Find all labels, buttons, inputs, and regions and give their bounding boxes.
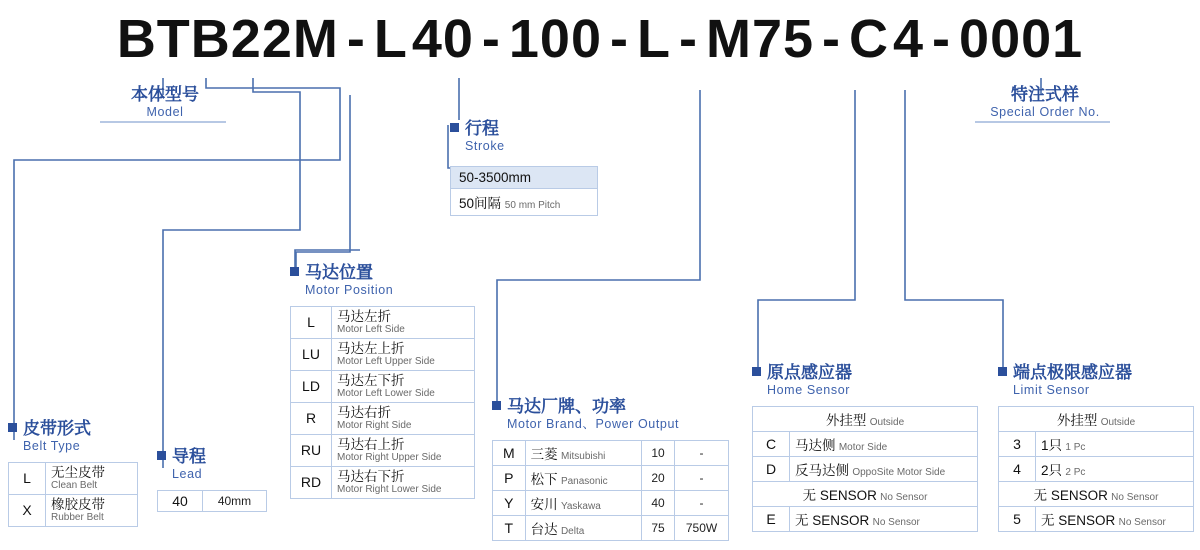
home-sensor-heading: 原点感应器 Home Sensor bbox=[752, 364, 978, 398]
code-separator: - bbox=[610, 9, 629, 69]
table-row bbox=[493, 515, 729, 540]
table-row bbox=[291, 370, 475, 402]
limit-sensor-table bbox=[998, 406, 1194, 532]
option-key: E bbox=[753, 506, 790, 531]
option-desc: 马达左上折 Motor Left Upper Side bbox=[332, 338, 475, 370]
code-segment: 100 bbox=[508, 9, 602, 69]
option-desc: 1只 1 Pc bbox=[1036, 431, 1194, 456]
option-desc: 安川 Yaskawa bbox=[525, 490, 641, 515]
option-power-out: - bbox=[675, 490, 729, 515]
motor-brand-heading: 马达厂牌、功率 Motor Brand、Power Output bbox=[492, 398, 729, 432]
table-row bbox=[9, 494, 138, 526]
table-row bbox=[493, 465, 729, 490]
motor-brand-table bbox=[492, 440, 729, 541]
motor-position-group bbox=[290, 264, 475, 499]
bullet-icon bbox=[8, 423, 17, 432]
option-key: D bbox=[753, 456, 790, 481]
option-key: T bbox=[493, 515, 526, 540]
option-key: LD bbox=[291, 370, 332, 402]
option-desc: 松下 Panasonic bbox=[525, 465, 641, 490]
table-row bbox=[291, 402, 475, 434]
option-power-out: - bbox=[675, 440, 729, 465]
table-row bbox=[753, 456, 978, 481]
limit-sensor-group bbox=[998, 364, 1194, 532]
part-number-code bbox=[0, 8, 1200, 70]
sensor-type-header: 外挂型 Outside bbox=[999, 406, 1194, 431]
belt-type-table bbox=[8, 462, 138, 527]
table-row bbox=[493, 440, 729, 465]
option-key: LU bbox=[291, 338, 332, 370]
option-key: 40 bbox=[158, 490, 203, 511]
table-row bbox=[999, 481, 1194, 506]
table-row bbox=[291, 466, 475, 498]
lead-group bbox=[157, 448, 267, 512]
special-order-label: 特注式样 Special Order No. bbox=[990, 85, 1100, 119]
sensor-type-header: 外挂型 Outside bbox=[753, 406, 978, 431]
option-power-out: 750W bbox=[675, 515, 729, 540]
bullet-icon bbox=[450, 123, 459, 132]
option-key: Y bbox=[493, 490, 526, 515]
option-desc: 马达右下折 Motor Right Lower Side bbox=[332, 466, 475, 498]
belt-type-group bbox=[8, 420, 138, 527]
bullet-icon bbox=[290, 267, 299, 276]
motor-brand-group bbox=[492, 398, 729, 541]
code-segment: 4 bbox=[893, 9, 925, 69]
table-row bbox=[158, 490, 267, 511]
lead-heading: 导程 Lead bbox=[157, 448, 267, 482]
option-power-code: 20 bbox=[642, 465, 675, 490]
code-separator: - bbox=[932, 9, 952, 69]
stroke-pitch: 50间隔 50 mm Pitch bbox=[450, 189, 598, 216]
code-segment: C bbox=[849, 9, 889, 69]
option-desc: 无 SENSOR No Sensor bbox=[790, 506, 978, 531]
motor-position-table bbox=[290, 306, 475, 499]
table-row bbox=[999, 456, 1194, 481]
table-row bbox=[291, 338, 475, 370]
code-segment: M75 bbox=[705, 9, 815, 69]
code-separator: - bbox=[822, 9, 841, 69]
code-separator: - bbox=[481, 9, 501, 69]
option-desc: 无 SENSOR No Sensor bbox=[1036, 506, 1194, 531]
option-desc: 无尘皮带 Clean Belt bbox=[46, 462, 138, 494]
belt-type-heading: 皮带形式 Belt Type bbox=[8, 420, 138, 454]
code-separator: - bbox=[346, 9, 366, 69]
option-power-code: 40 bbox=[642, 490, 675, 515]
lead-table bbox=[157, 490, 267, 512]
option-key: R bbox=[291, 402, 332, 434]
limit-sensor-heading: 端点极限感应器 Limit Sensor bbox=[998, 364, 1194, 398]
option-key: RD bbox=[291, 466, 332, 498]
option-power-code: 75 bbox=[642, 515, 675, 540]
option-desc: 三菱 Mitsubishi bbox=[525, 440, 641, 465]
code-segment: 0001 bbox=[959, 9, 1084, 69]
option-desc: 马达左折 Motor Left Side bbox=[332, 306, 475, 338]
option-key: L bbox=[291, 306, 332, 338]
option-key: P bbox=[493, 465, 526, 490]
table-row bbox=[753, 481, 978, 506]
table-row bbox=[9, 462, 138, 494]
option-key: C bbox=[753, 431, 790, 456]
table-header-row bbox=[753, 406, 978, 431]
option-desc: 马达右折 Motor Right Side bbox=[332, 402, 475, 434]
option-desc: 马达侧 Motor Side bbox=[790, 431, 978, 456]
table-row bbox=[291, 306, 475, 338]
option-desc: 无 SENSOR No Sensor bbox=[753, 481, 978, 506]
table-row bbox=[999, 506, 1194, 531]
option-key: 5 bbox=[999, 506, 1036, 531]
code-segment: L bbox=[373, 9, 408, 69]
bullet-icon bbox=[492, 401, 501, 410]
option-key: 4 bbox=[999, 456, 1036, 481]
stroke-heading: 行程 Stroke bbox=[450, 120, 598, 154]
option-power-code: 10 bbox=[642, 440, 675, 465]
stroke-group bbox=[450, 120, 598, 216]
motor-position-heading: 马达位置 Motor Position bbox=[290, 264, 475, 298]
option-desc: 反马达侧 OppoSite Motor Side bbox=[790, 456, 978, 481]
code-separator: - bbox=[678, 9, 698, 69]
stroke-range: 50-3500mm bbox=[450, 166, 598, 189]
option-key: RU bbox=[291, 434, 332, 466]
option-desc: 马达左下折 Motor Left Lower Side bbox=[332, 370, 475, 402]
bullet-icon bbox=[998, 367, 1007, 376]
option-value: 40mm bbox=[203, 490, 267, 511]
option-key: 3 bbox=[999, 431, 1036, 456]
code-segment: L bbox=[636, 9, 671, 69]
option-desc: 台达 Delta bbox=[525, 515, 641, 540]
home-sensor-table bbox=[752, 406, 978, 532]
table-row bbox=[493, 490, 729, 515]
home-sensor-group bbox=[752, 364, 978, 532]
option-key: X bbox=[9, 494, 46, 526]
table-row bbox=[999, 431, 1194, 456]
bullet-icon bbox=[752, 367, 761, 376]
option-key: M bbox=[493, 440, 526, 465]
model-label: 本体型号 Model bbox=[131, 85, 199, 119]
option-power-out: - bbox=[675, 465, 729, 490]
table-row bbox=[291, 434, 475, 466]
table-row bbox=[753, 431, 978, 456]
option-desc: 橡胶皮带 Rubber Belt bbox=[46, 494, 138, 526]
table-row bbox=[753, 506, 978, 531]
bullet-icon bbox=[157, 451, 166, 460]
option-desc: 马达右上折 Motor Right Upper Side bbox=[332, 434, 475, 466]
option-desc: 无 SENSOR No Sensor bbox=[999, 481, 1194, 506]
option-key: L bbox=[9, 462, 46, 494]
code-segment: BTB22M bbox=[116, 9, 339, 69]
option-desc: 2只 2 Pc bbox=[1036, 456, 1194, 481]
table-header-row bbox=[999, 406, 1194, 431]
code-segment: 40 bbox=[411, 9, 474, 69]
